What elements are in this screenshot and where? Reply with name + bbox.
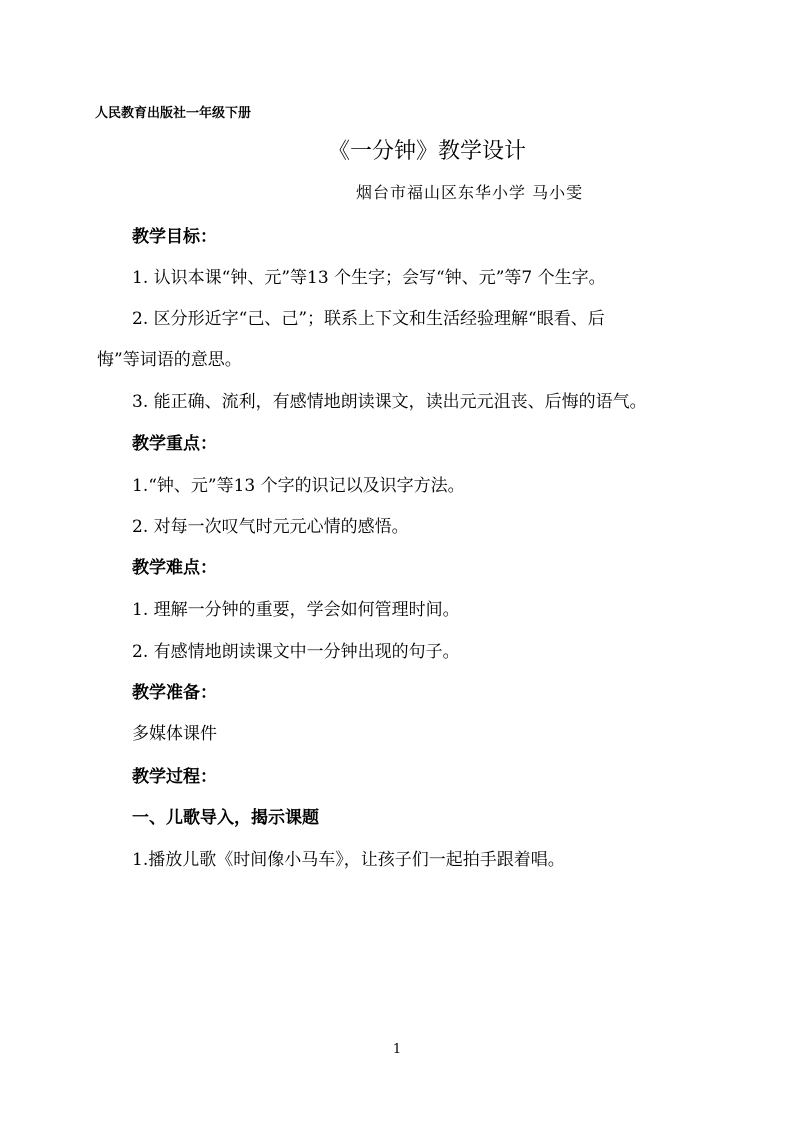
section-heading-difficulties: 教学难点： xyxy=(132,558,217,578)
section-heading-key-points: 教学重点： xyxy=(132,434,217,454)
publisher-note: 人民教育出版社一年级下册 xyxy=(95,106,252,121)
difficulty-item-1: 1. 理解一分钟的重要，学会如何管理时间。 xyxy=(132,600,460,620)
process-item-1: 1.播放儿歌《时间像小马车》，让孩子们一起拍手跟着唱。 xyxy=(132,850,565,870)
page-number: 1 xyxy=(392,1042,402,1057)
section-heading-preparation: 教学准备： xyxy=(132,683,217,703)
author-line: 烟台市福山区东华小学 马小雯 xyxy=(356,183,584,202)
key-point-item-2: 2. 对每一次叹气时元元心情的感悟。 xyxy=(132,517,409,537)
section-heading-process: 教学过程： xyxy=(132,767,217,787)
goal-item-3: 3. 能正确、流利，有感情地朗读课文，读出元元沮丧、后悔的语气。 xyxy=(132,392,647,412)
goal-item-2-continued: 悔”等词语的意思。 xyxy=(97,350,242,370)
difficulty-item-2: 2. 有感情地朗读课文中一分钟出现的句子。 xyxy=(132,642,460,662)
process-subheading: 一、儿歌导入，揭示课题 xyxy=(132,808,319,828)
section-heading-goals: 教学目标： xyxy=(132,227,217,247)
goal-item-2: 2. 区分形近字“己、己”；联系上下文和生活经验理解“眼看、后 xyxy=(132,309,605,329)
goal-item-1: 1. 认识本课“钟、元”等13 个生字；会写“钟、元”等7 个生字。 xyxy=(132,268,606,288)
page-title: 《一分钟》教学设计 xyxy=(327,139,526,164)
key-point-item-1: 1.“钟、元”等13 个字的识记以及识字方法。 xyxy=(132,476,465,496)
preparation-item-1: 多媒体课件 xyxy=(132,724,217,744)
